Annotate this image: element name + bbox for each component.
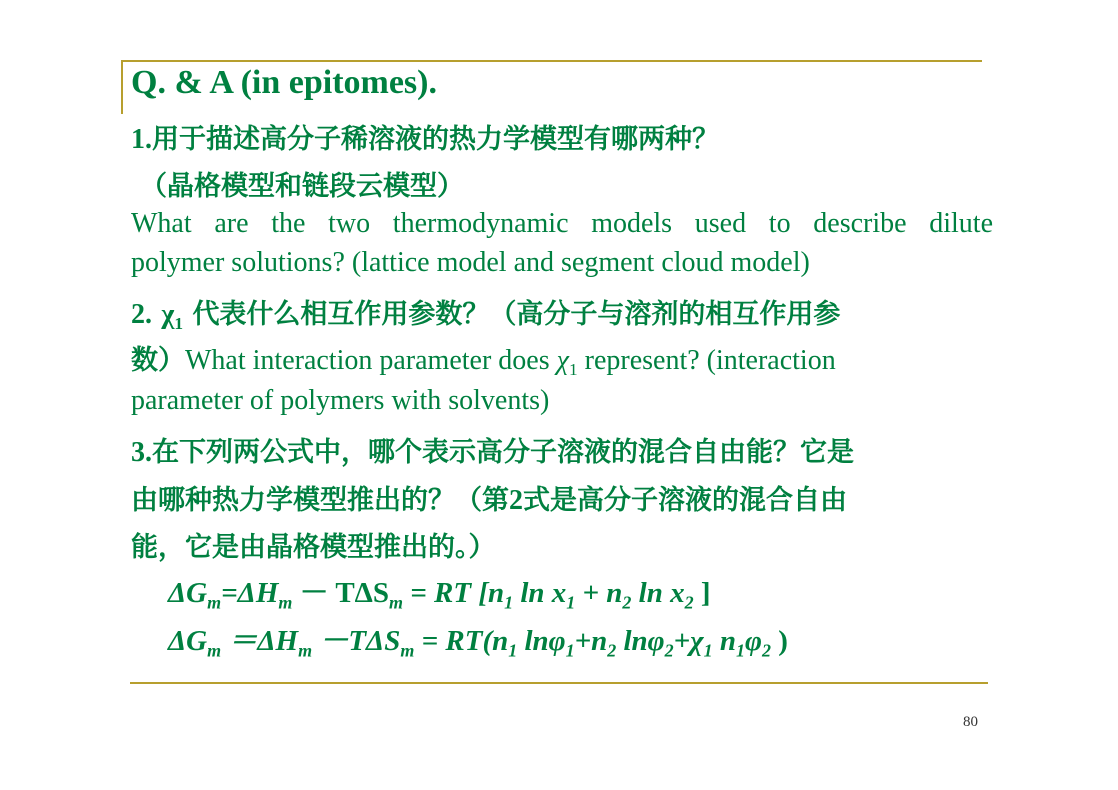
question-2-english: What interaction parameter does $\chi_1$ represent? (interaction [185,345,836,380]
question-3 [131,430,854,469]
question-1-number: 1. [131,124,152,155]
question-1-english-line-2: polymer solutions? (lattice model and segment cloud model) [131,247,810,278]
question-1-text: 用于描述高分子稀溶液的热力学模型有哪两种？ [152,124,719,155]
formula-mixing-free-energy: $\Delta G_m =\Delta H_m -T\Delta S_m = RT(n_1$ $\ln\varphi_1+n_2$ $\ln\varphi_2+\chi_1$ $n_1\varphi_2$ ) [168,625,788,661]
question-2-number: 2. [131,299,152,330]
question-1-english-line-1: What are the two thermodynamic models used to describe dilute [131,208,993,239]
top-rule [121,60,982,62]
question-3-line-3: 能，它是由晶格模型推出的。） [131,532,496,563]
chi-symbol: $\chi_1$ [161,299,184,334]
slide-title: Q. & A (in epitomes). [131,64,437,101]
question-2-english-line-3: parameter of polymers with solvents) [131,385,550,416]
question-2 [131,292,841,334]
question-2-text: 代表什么相互作用参数？（高分子与溶剂的相互作用参 [192,299,841,330]
question-2-line-2 [131,338,836,380]
page-number: 80 [963,714,978,730]
question-1-answer: （晶格模型和链段云模型） [140,171,464,202]
bottom-rule [130,682,988,684]
question-1 [131,117,719,156]
question-3-line-2: 由哪种热力学模型推出的？（第2式是高分子溶液的混合自由 [131,485,847,516]
question-2-text-end: 数） [131,345,185,376]
question-3-line-1: 在下列两公式中，哪个表示高分子溶液的混合自由能？它是 [152,437,854,468]
title-left-rule [121,60,123,114]
question-3-number: 3. [131,437,152,468]
formula-lattice: $\Delta G_m=\Delta H_m - T\Delta S_m$ = RT [$n_1$ $\ln x_1 + n_2$ $\ln x_2$ ] [168,577,711,613]
